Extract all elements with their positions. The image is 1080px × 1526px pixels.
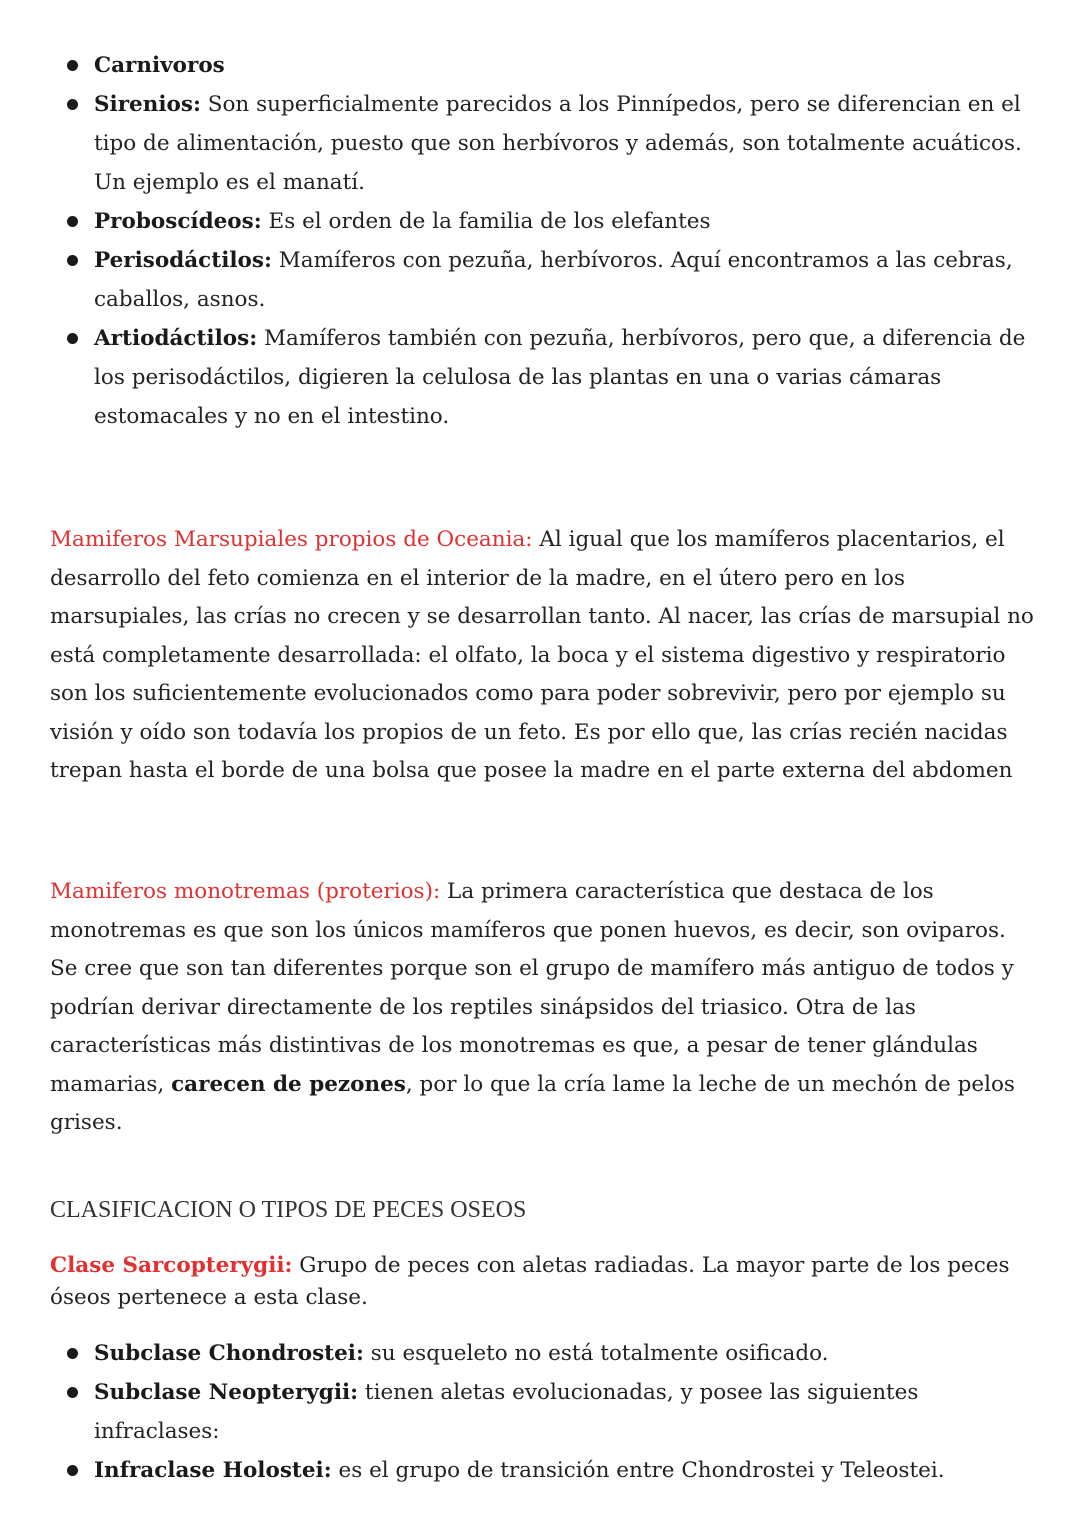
section-heading: CLASIFICACION O TIPOS DE PECES OSEOS bbox=[50, 1197, 527, 1223]
marsupiales-title: Mamiferos Marsupiales propios de Oceania: bbox=[50, 527, 533, 552]
term: Artiodáctilos bbox=[94, 326, 250, 351]
description: es el grupo de transición entre Chondrostei y Teleostei. bbox=[331, 1458, 945, 1483]
description: Es el orden de la familia de los elefantes bbox=[261, 209, 711, 234]
bullet-icon bbox=[67, 99, 78, 110]
term-separator: : bbox=[249, 326, 258, 351]
monotremas-bold-phrase: carecen de pezones bbox=[171, 1071, 406, 1097]
term: Subclase Neopterygii: bbox=[94, 1380, 359, 1405]
list-item bbox=[50, 319, 1040, 436]
description: Mamíferos también con pezuña, herbívoros, pero que, a diferencia de los perisodáctilos, digieren la celulosa de las plantas en una o varias cámaras estomacales y no en el intestino. bbox=[94, 326, 1026, 429]
description: Mamíferos con pezuña, herbívoros. Aquí encontramos a las cebras, caballos, asnos. bbox=[94, 248, 1013, 312]
list-item bbox=[50, 241, 1040, 319]
marsupiales-text: Al igual que los mamíferos placentarios, el desarrollo del feto comienza en el interior de la madre, en el útero pero en los marsupiales, las crías no crecen y se desarrollan tanto. Al nacer, las crías de marsupial no está completamente desarrollada: el olfato, la boca y el sistema digestivo y respiratorio son los suficientemente evolucionados como para poder sobrevivir, pero por ejemplo su visión y oído son todavía los propios de un feto. Es por ello que, las crías recién nacidas trepan hasta el borde de una bolsa que posee la madre en el parte externa del abdomen bbox=[50, 527, 1034, 783]
list-item bbox=[50, 85, 1040, 202]
bullet-icon bbox=[67, 1348, 78, 1359]
bullet-icon bbox=[67, 216, 78, 227]
bullet-icon bbox=[67, 1465, 78, 1476]
list-item bbox=[50, 1334, 1040, 1373]
term-separator: : bbox=[253, 209, 262, 234]
mammal-orders-list bbox=[50, 46, 1040, 436]
sarcopterygii-title: Clase Sarcopterygii: bbox=[50, 1253, 293, 1278]
list-item bbox=[50, 46, 1040, 85]
term: Proboscídeos bbox=[94, 209, 254, 234]
bullet-icon bbox=[67, 1387, 78, 1398]
marsupiales-paragraph bbox=[50, 521, 1040, 791]
monotremas-text-before: La primera característica que destaca de los monotremas es que son los únicos mamíferos que ponen huevos, es decir, son oviparos. Se cree que son tan diferentes porque son el grupo de mamífero más antiguo de todos y podrían derivar directamente de los reptiles sinápsidos del triasico. Otra de las características más distintivas de los monotremas es que, a pesar de tener glándulas mamarias, bbox=[50, 879, 1014, 1097]
term-separator: : bbox=[192, 92, 201, 117]
list-item bbox=[50, 1451, 1040, 1490]
fish-subclasses-list bbox=[50, 1334, 1040, 1490]
term: Sirenios bbox=[94, 92, 193, 117]
bullet-icon bbox=[67, 333, 78, 344]
term: Infraclase Holostei: bbox=[94, 1458, 332, 1483]
term: Carnivoros bbox=[94, 53, 225, 78]
monotremas-paragraph bbox=[50, 873, 1040, 1143]
description: su esqueleto no está totalmente osificado. bbox=[363, 1341, 829, 1366]
bullet-icon bbox=[67, 60, 78, 71]
sarcopterygii-paragraph bbox=[50, 1250, 1040, 1314]
term: Subclase Chondrostei: bbox=[94, 1341, 364, 1366]
description: Son superficialmente parecidos a los Pinnípedos, pero se diferencian en el tipo de alimentación, puesto que son herbívoros y además, son totalmente acuáticos. Un ejemplo es el manatí. bbox=[94, 92, 1022, 195]
monotremas-title: Mamiferos monotremas (proterios): bbox=[50, 879, 441, 904]
description: tienen aletas evolucionadas, y posee las siguientes infraclases: bbox=[94, 1380, 919, 1444]
monotremas-text-after: , por lo que la cría lame la leche de un mechón de pelos grises. bbox=[50, 1071, 1015, 1135]
list-item bbox=[50, 202, 1040, 241]
bullet-icon bbox=[67, 255, 78, 266]
term-separator: : bbox=[263, 248, 272, 273]
sarcopterygii-text: Grupo de peces con aletas radiadas. La mayor parte de los peces óseos pertenece a esta clase. bbox=[50, 1253, 1010, 1310]
term: Perisodáctilos bbox=[94, 248, 264, 273]
list-item bbox=[50, 1373, 1040, 1451]
